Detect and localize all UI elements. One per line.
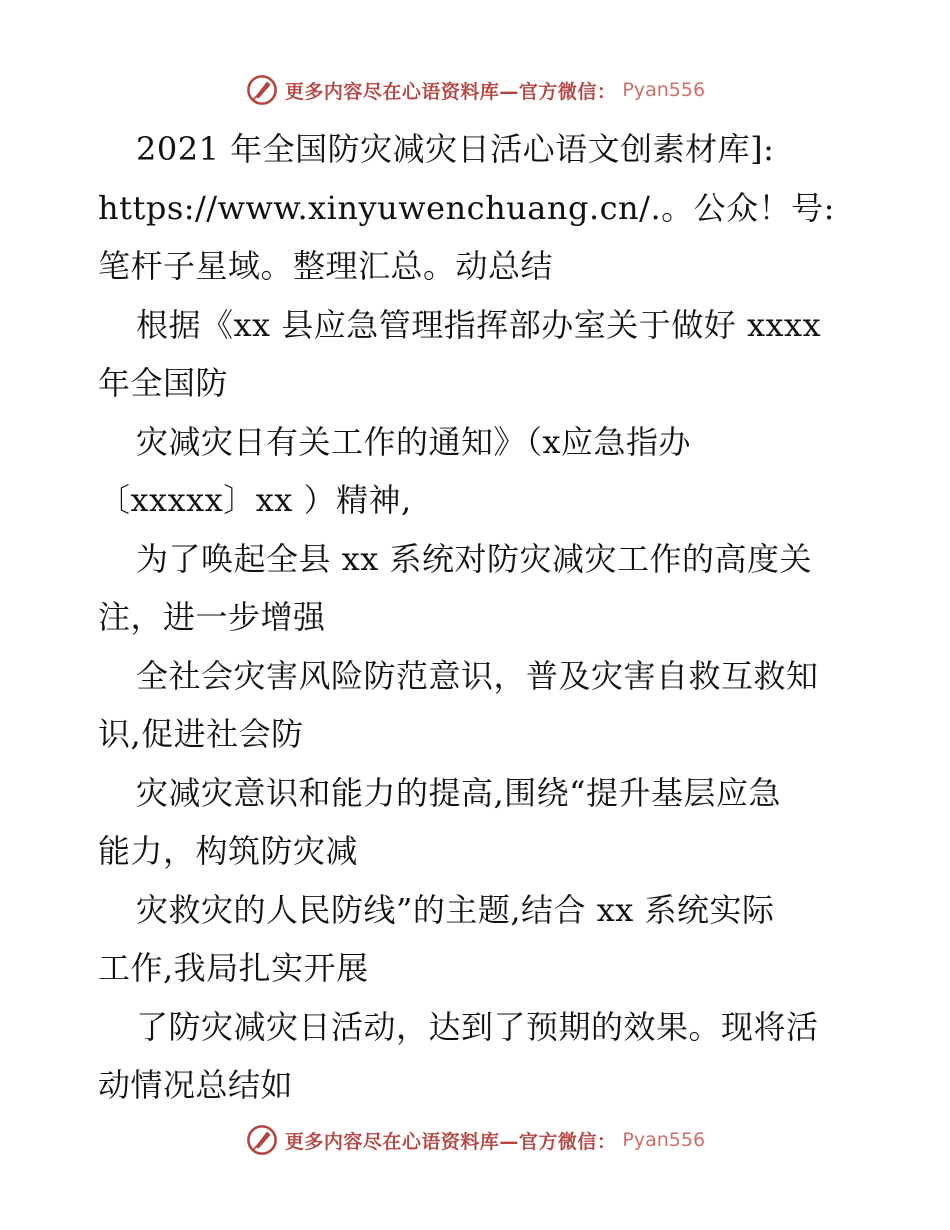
paragraph-line: https://www.xinyuwenchuang.cn/.。公众！号: [98,188,835,227]
paragraph-line: 笔杆子星域。整理汇总。动总结 [98,247,554,285]
paragraph-line: 注，进一步增强 [98,598,326,636]
paragraph-line: 灾减灾日有关工作的通知》（x应急指办 [136,422,692,461]
paragraph-line: 灾救灾的人民防线”的主题,结合 xx 系统实际 [136,890,775,929]
paragraph-line: 2021 年全国防灾减灾日活心语文创素材库]: [136,130,775,168]
quill-circle-logo-icon [245,1123,279,1157]
footer-banner-text: 更多内容尽在心语资料库—官方微信： [284,1130,617,1153]
paragraph-line: 识,促进社会防 [98,715,304,753]
paragraph-line: 动情况总结如 [98,1066,294,1104]
document-body [98,120,858,1115]
paragraph-line: 能力，构筑防灾减 [98,832,359,870]
paragraph-line: 根据《xx 县应急管理指挥部办室关于做好 xxxx [136,305,822,344]
paragraph-line: 〔xxxxx〕xx ）精神, [98,481,412,519]
paragraph-line: 为了唤起全县 xx 系统对防灾减灾工作的高度关 [136,539,812,578]
paragraph-line: 年全国防 [98,364,229,402]
header-banner [0,70,950,110]
paragraph-line: 灾减灾意识和能力的提高,围绕“提升基层应急 [136,773,782,812]
quill-circle-logo-icon [245,73,279,107]
footer-wechat-id: Pyan556 [622,1129,706,1151]
footer-banner [0,1120,950,1160]
paragraph-line: 了防灾减灾日活动，达到了预期的效果。现将活 [136,1007,819,1046]
header-wechat-id: Pyan556 [622,79,706,101]
paragraph-line: 全社会灾害风险防范意识，普及灾害自救互救知 [136,656,819,695]
paragraph-line: 工作,我局扎实开展 [98,949,369,987]
header-banner-text: 更多内容尽在心语资料库—官方微信： [284,80,617,103]
